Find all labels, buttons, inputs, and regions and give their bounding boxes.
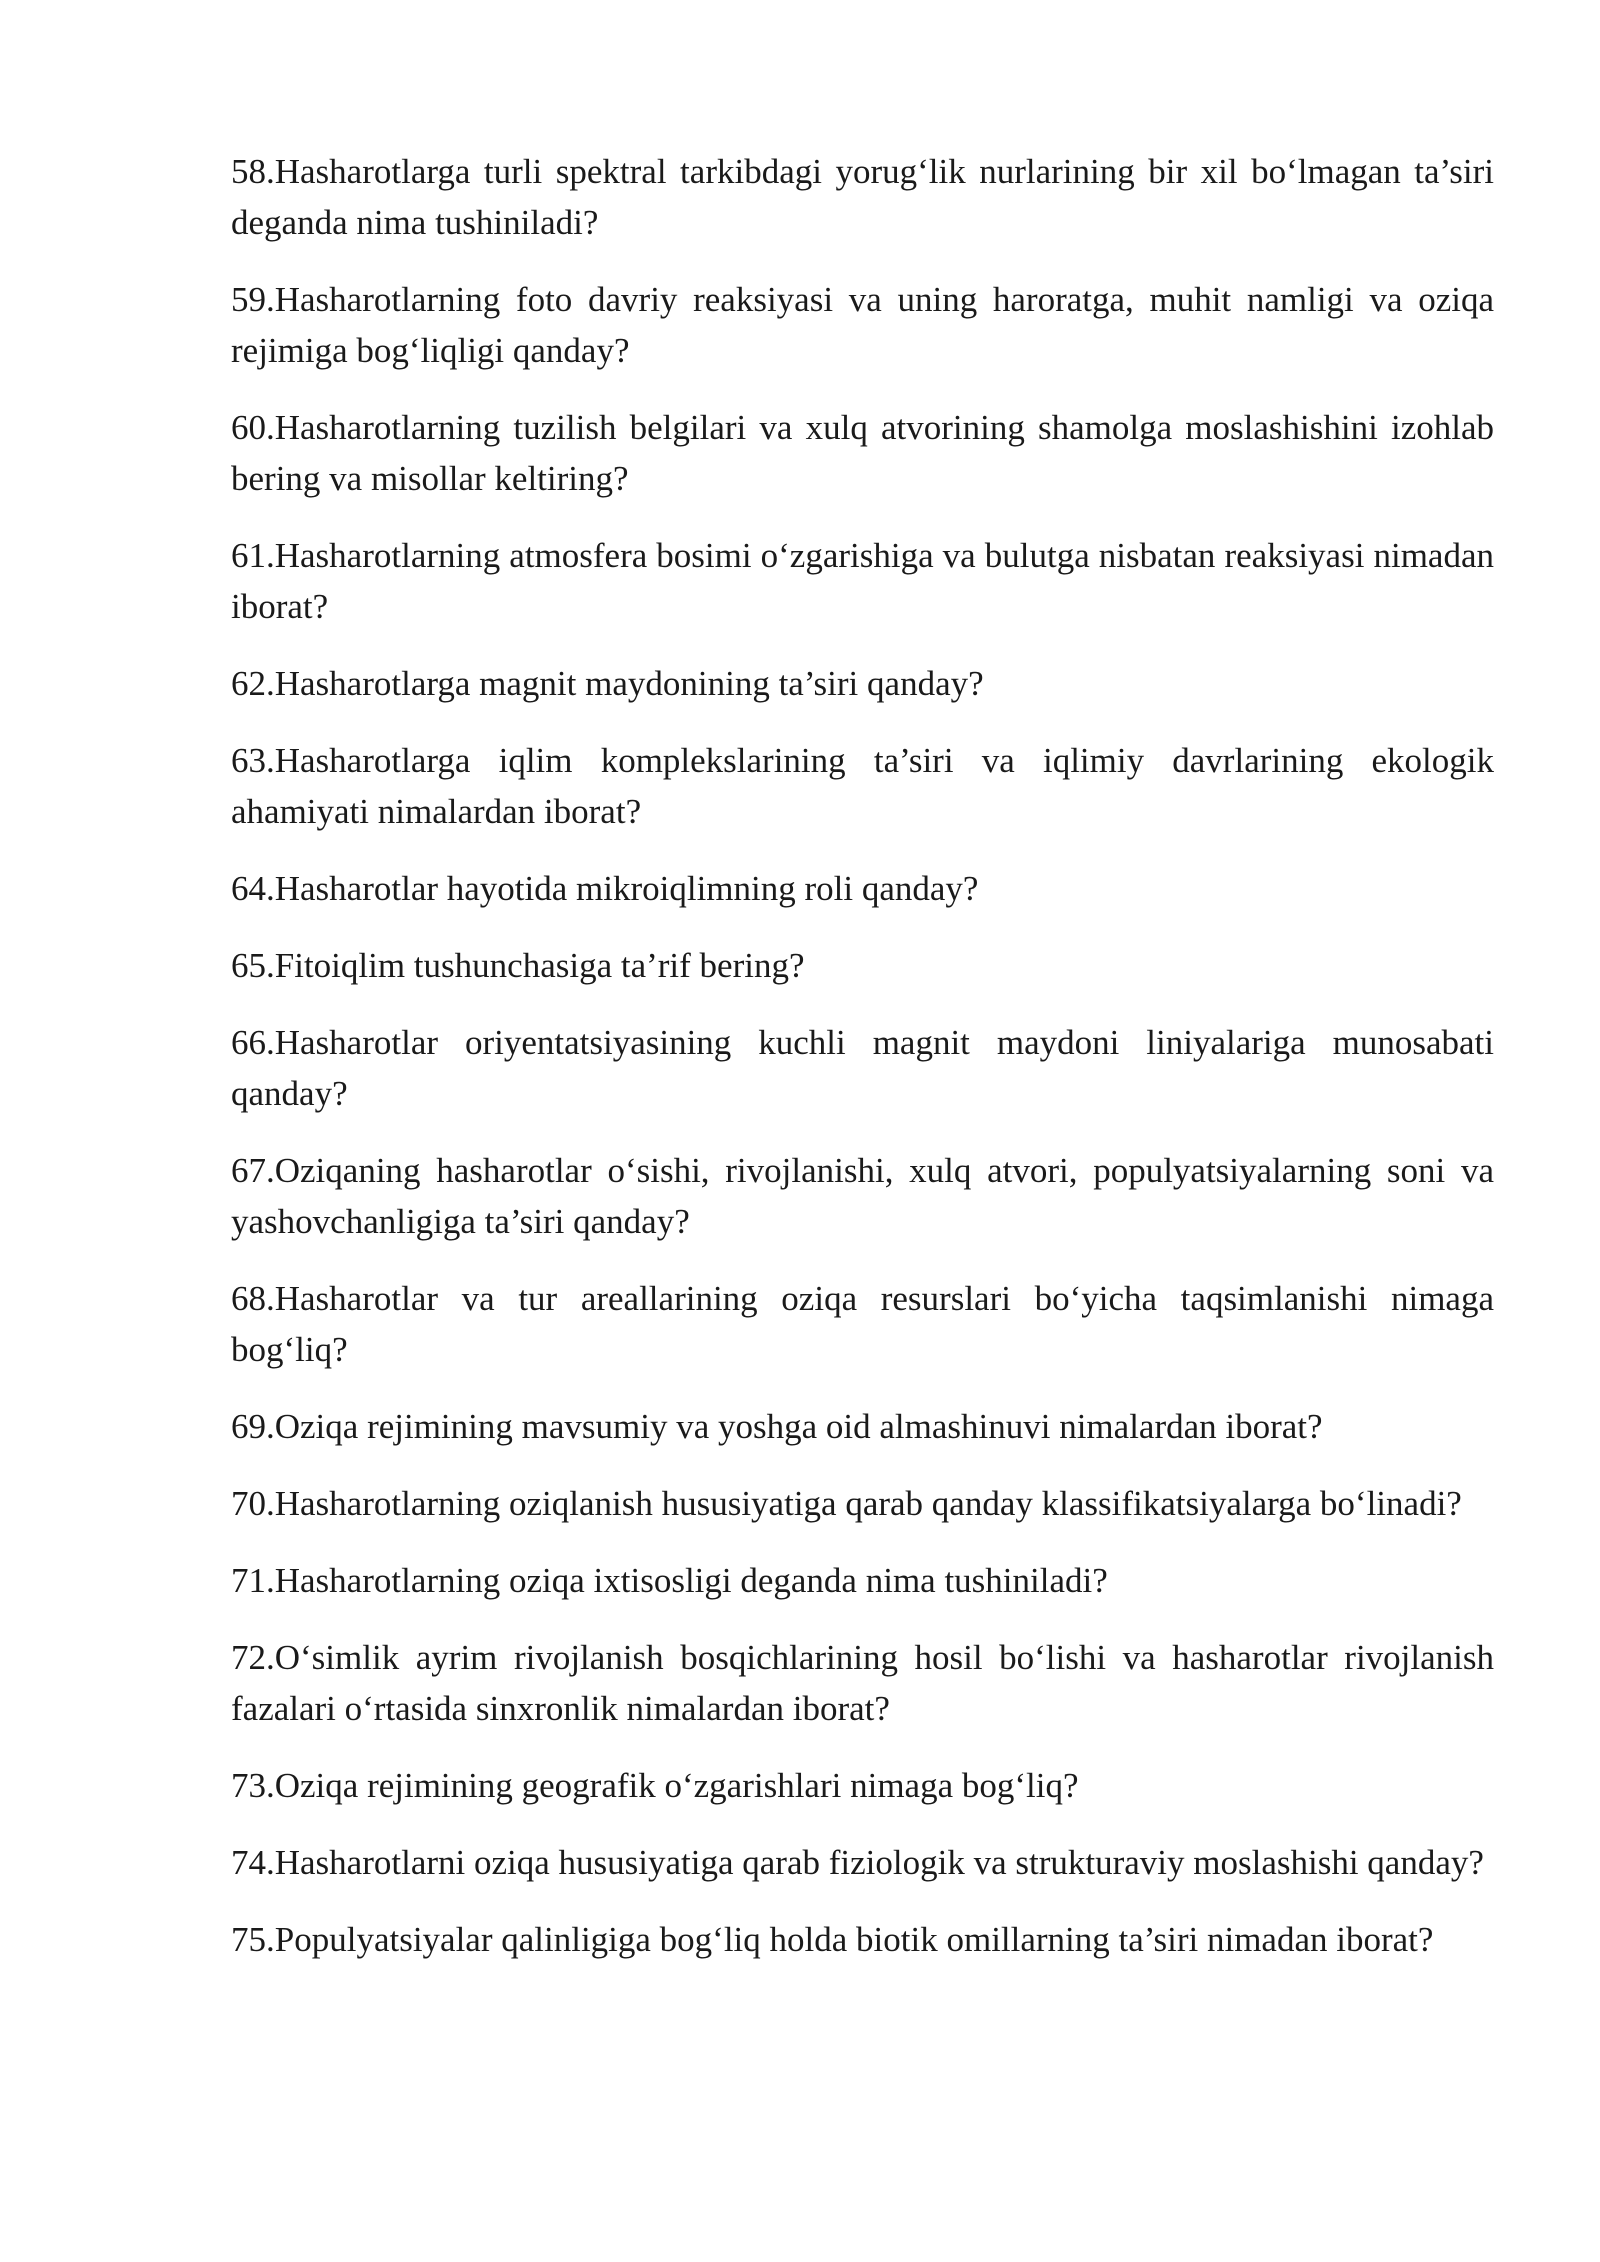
question-61: 61.Hasharotlarning atmosfera bosimi o‘zgarishiga va bulutga nisbatan reaksiyasi nimadan iborat?: [231, 536, 1494, 626]
question-63: 63.Hasharotlarga iqlim komplekslarining ta’siri va iqlimiy davrlarining ekologik ahamiyati nimalardan iborat?: [231, 741, 1494, 831]
question-74: 74.Hasharotlarni oziqa hususiyatiga qarab fiziologik va strukturaviy moslashishi qanday?: [231, 1843, 1484, 1882]
question-67: 67.Oziqaning hasharotlar o‘sishi, rivojlanishi, xulq atvori, populyatsiyalarning soni va yashovchanligiga ta’siri qanday?: [231, 1151, 1494, 1241]
question-70: 70.Hasharotlarning oziqlanish hususiyatiga qarab qanday klassifikatsiyalarga bo‘linadi?: [231, 1484, 1462, 1523]
question-75: 75.Populyatsiyalar qalinligiga bog‘liq holda biotik omillarning ta’siri nimadan iborat?: [231, 1920, 1434, 1959]
question-59: 59.Hasharotlarning foto davriy reaksiyasi va uning haroratga, muhit namligi va oziqa rejimiga bog‘liqligi qanday?: [231, 280, 1494, 370]
question-66: 66.Hasharotlar oriyentatsiyasining kuchli magnit maydoni liniyalariga munosabati qanday?: [231, 1023, 1494, 1113]
question-list: [231, 146, 1494, 1991]
question-64: 64.Hasharotlar hayotida mikroiqlimning roli qanday?: [231, 869, 979, 908]
question-62: 62.Hasharotlarga magnit maydonining ta’siri qanday?: [231, 664, 984, 703]
question-60: 60.Hasharotlarning tuzilish belgilari va xulq atvorining shamolga moslashishini izohlab bering va misollar keltiring?: [231, 408, 1494, 498]
question-58: 58.Hasharotlarga turli spektral tarkibdagi yorug‘lik nurlarining bir xil bo‘lmagan ta’siri deganda nima tushiniladi?: [231, 152, 1494, 242]
question-71: 71.Hasharotlarning oziqa ixtisosligi deganda nima tushiniladi?: [231, 1561, 1108, 1600]
question-73: 73.Oziqa rejimining geografik o‘zgarishlari nimaga bog‘liq?: [231, 1766, 1079, 1805]
question-72: 72.O‘simlik ayrim rivojlanish bosqichlarining hosil bo‘lishi va hasharotlar rivojlanish fazalari o‘rtasida sinxronlik nimalardan iborat?: [231, 1638, 1494, 1728]
question-65: 65.Fitoiqlim tushunchasiga ta’rif bering?: [231, 946, 805, 985]
question-68: 68.Hasharotlar va tur areallarining oziqa resurslari bo‘yicha taqsimlanishi nimaga bog‘liq?: [231, 1279, 1494, 1369]
question-69: 69.Oziqa rejimining mavsumiy va yoshga oid almashinuvi nimalardan iborat?: [231, 1407, 1323, 1446]
